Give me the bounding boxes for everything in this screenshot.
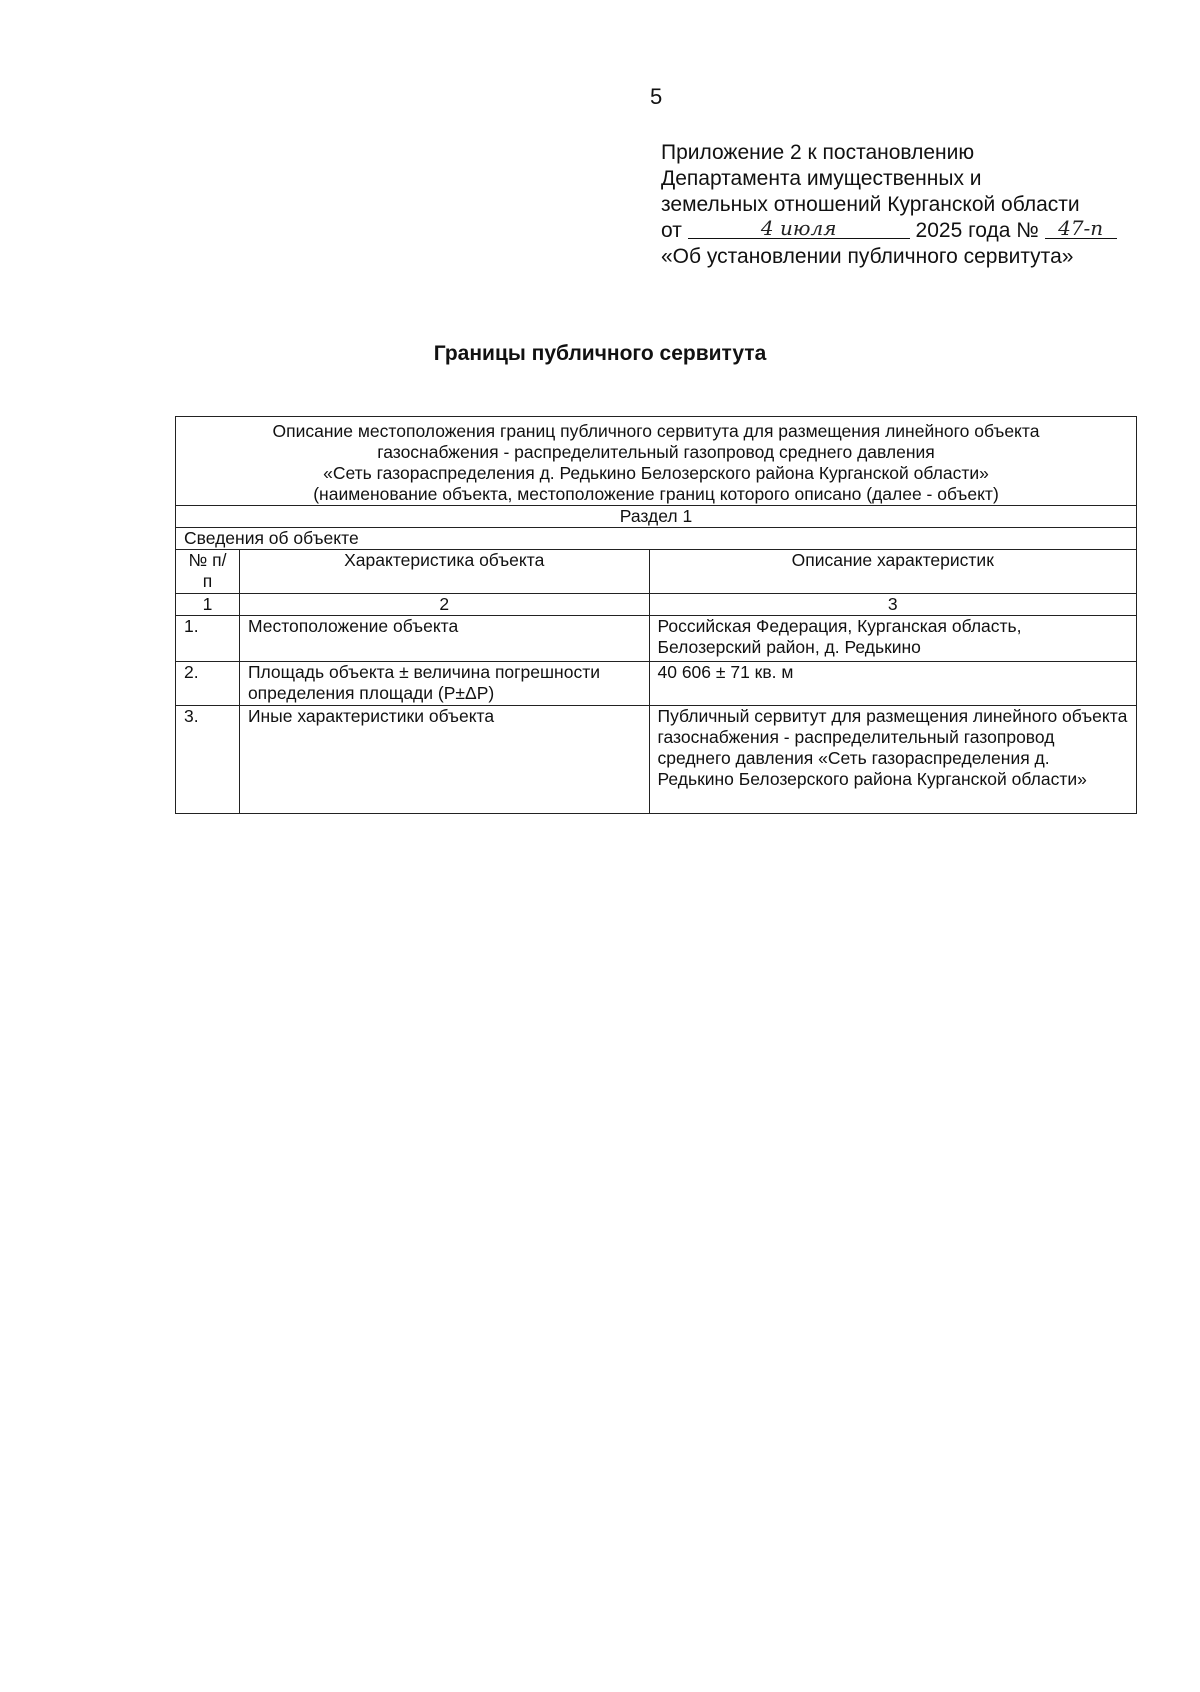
year-text: 2025 года №	[915, 219, 1039, 242]
appendix-block	[661, 140, 1181, 270]
table-row	[176, 706, 1137, 814]
column-number-3: 3	[649, 594, 1137, 616]
column-number-1: 1	[176, 594, 240, 616]
object-description-cell	[176, 417, 1137, 506]
section-heading: Раздел 1	[176, 506, 1137, 528]
appendix-line-2: Департамента имущественных и	[661, 167, 982, 190]
appendix-line-1: Приложение 2 к постановлению	[661, 141, 975, 164]
page-title: Границы публичного сервитута	[433, 342, 767, 365]
header-number: № п/п	[176, 550, 240, 594]
row-number: 3.	[176, 706, 240, 814]
appendix-line-5: «Об установлении публичного сервитута»	[661, 245, 1074, 268]
row-description: Российская Федерация, Курганская область, Белозерский район, д. Редькино	[649, 616, 1137, 662]
row-number: 1.	[176, 616, 240, 662]
column-number-2: 2	[239, 594, 649, 616]
appendix-date-line	[661, 218, 1181, 244]
table-row	[176, 616, 1137, 662]
header-description: Описание характеристик	[649, 550, 1137, 594]
date-prefix: от	[661, 219, 682, 242]
servitude-table	[175, 416, 1137, 814]
description-line-1: Описание местоположения границ публичного сервитута для размещения линейного объекта	[272, 421, 1040, 441]
row-description: Публичный сервитут для размещения линейного объекта газоснабжения - распределительный газопровод среднего давления «Сеть газораспределения д. Редькино Белозерского района Курганской области»	[649, 706, 1137, 814]
page-number: 5	[650, 84, 663, 109]
description-line-2: газоснабжения - распределительный газопровод среднего давления	[377, 442, 935, 462]
description-line-3: «Сеть газораспределения д. Редькино Белозерского района Курганской области»	[323, 463, 989, 483]
row-characteristic: Местоположение объекта	[239, 616, 649, 662]
handwritten-date: 4 июля	[688, 218, 910, 239]
subsection-heading: Сведения об объекте	[176, 528, 1137, 550]
row-description: 40 606 ± 71 кв. м	[649, 662, 1137, 706]
row-number: 2.	[176, 662, 240, 706]
header-characteristic: Характеристика объекта	[239, 550, 649, 594]
table-row	[176, 662, 1137, 706]
row-characteristic: Иные характеристики объекта	[239, 706, 649, 814]
row-characteristic: Площадь объекта ± величина погрешности определения площади (Р±ΔР)	[239, 662, 649, 706]
description-line-4: (наименование объекта, местоположение границ которого описано (далее - объект)	[313, 484, 999, 504]
appendix-line-3: земельных отношений Курганской области	[661, 193, 1080, 216]
handwritten-number: 47-п	[1045, 218, 1117, 239]
